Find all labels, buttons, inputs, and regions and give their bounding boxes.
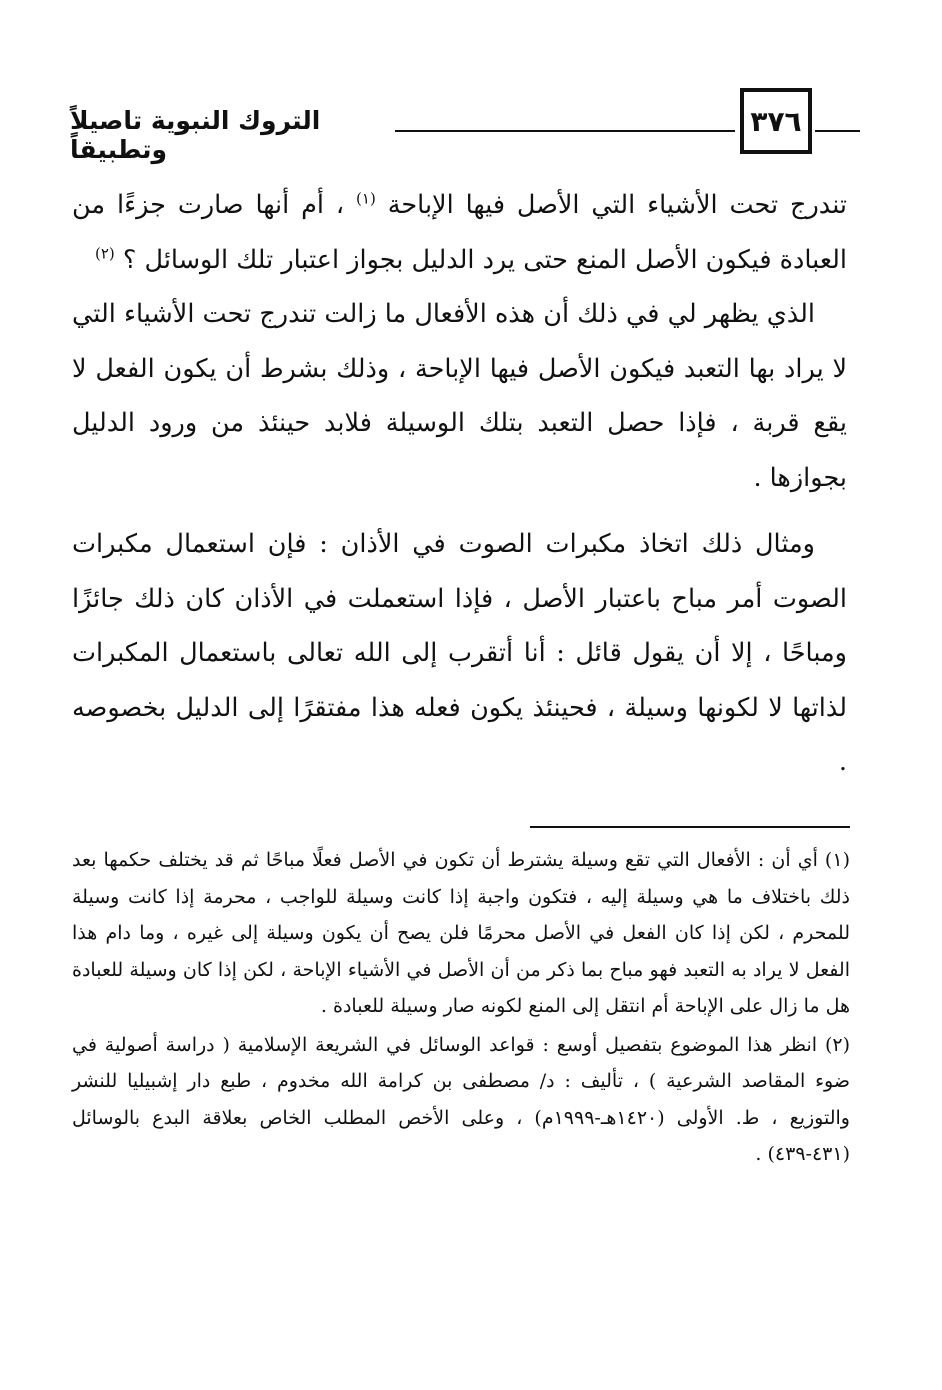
running-title: التروك النبوية تاصيلاً وتطبيقاً [70, 106, 321, 164]
page-number: ٣٧٦ [750, 104, 802, 138]
paragraph-2: الذي يظهر لي في ذلك أن هذه الأفعال ما زالت تندرج تحت الأشياء التي لا يراد بها التعبد فيكون الأصل فيها الإباحة ، وذلك بشرط أن يكون الفعل لا يقع قربة ، فإذا حصل التعبد بتلك الوسيلة فلابد حينئذ من ورود الدليل بجوازها . [72, 299, 847, 493]
paragraph-3: ومثال ذلك اتخاذ مكبرات الصوت في الأذان : فإن استعمال مكبرات الصوت أمر مباح باعتبار الأصل ، فإذا استعملت في الأذان كان ذلك جائزًا ومباحًا ، إلا أن يقول قائل : أنا أتقرب إلى الله تعالى باستعمال المكبرات لذاتها لا لكونها وسيلة ، فحينئذ يكون فعله هذا مفتقرًا إلى الدليل بخصوصه . [72, 529, 847, 777]
page-header [70, 88, 860, 164]
paragraph-1-text: تندرج تحت الأشياء التي الأصل فيها الإباحة [387, 190, 847, 220]
main-text [72, 178, 847, 790]
footnote-separator [530, 826, 850, 828]
paragraph-1 [72, 178, 847, 287]
footnote-1: (١) أي أن : الأفعال التي تقع وسيلة يشترط أن تكون في الأصل فعلًا مباحًا ثم قد يختلف حكمها بعد ذلك باختلاف ما هي وسيلة إليه ، فتكون واجبة إذا كانت وسيلة للواجب ، محرمة إذا كانت وسيلة للمحرم ، لكن إذا كان الفعل في الأصل محرمًا فلن يصح أن يكون وسيلة إلى غيره ، وما دام هذا الفعل لا يراد به التعبد فهو مباح بما ذكر من أن الأصل في الأشياء الإباحة ، لكن إذا كان وسيلة للعبادة هل ما زال على الإباحة أم انتقل إلى المنع لكونه صار وسيلة للعبادة . [72, 849, 850, 1017]
paragraph-1-continuation: ، أم أنها صارت جزءًا من العبادة فيكون الأصل المنع حتى يرد الدليل بجواز اعتبار تلك الوسائل ؟ [72, 190, 847, 275]
header-rule [395, 130, 735, 132]
page-number-box [740, 88, 812, 154]
footnotes [72, 842, 850, 1173]
header-rule-end [815, 130, 860, 132]
footnote-2: (٢) انظر هذا الموضوع بتفصيل أوسع : قواعد الوسائل في الشريعة الإسلامية ( دراسة أصولية في ضوء المقاصد الشرعية ) ، تأليف : د/ مصطفى بن كرامة الله مخدوم ، طبع دار إشبيليا للنشر والتوزيع ، ط. الأولى (١٤٢٠هـ-١٩٩٩م) ، وعلى الأخص المطلب الخاص بعلاقة البدع بالوسائل (٤٣١-٤٣٩) . [72, 1033, 850, 1165]
footnote-ref-1[interactable]: (١) [356, 189, 376, 208]
footnote-ref-2[interactable]: (٢) [94, 244, 115, 262]
